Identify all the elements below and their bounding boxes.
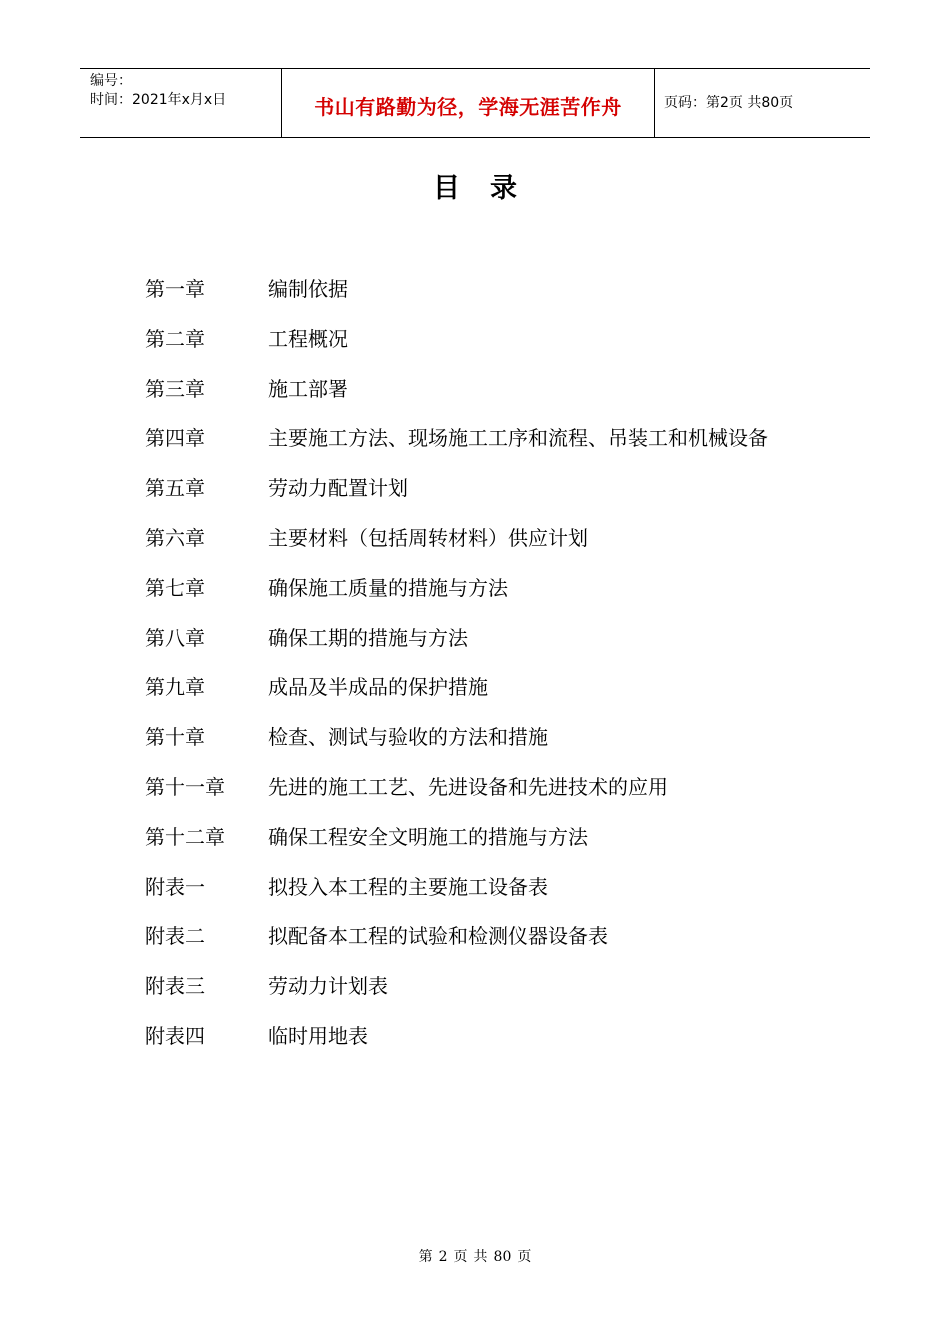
toc-chapter-title: 工程概况: [268, 326, 348, 351]
toc-chapter-label: 附表一: [145, 874, 205, 899]
toc-entry: [145, 564, 845, 614]
toc-entry: [145, 265, 845, 315]
toc-entry: [145, 614, 845, 664]
toc-chapter-title: 确保施工质量的措施与方法: [268, 575, 508, 600]
toc-entry: [145, 863, 845, 913]
toc-chapter-title: 先进的施工工艺、先进设备和先进技术的应用: [268, 774, 668, 799]
toc-chapter-title: 拟配备本工程的试验和检测仪器设备表: [268, 924, 608, 949]
toc-entry: [145, 315, 845, 365]
toc-entry: [145, 663, 845, 713]
toc-chapter-label: 附表二: [145, 924, 205, 949]
toc-chapter-title: 劳动力配置计划: [268, 476, 408, 501]
toc-entry: [145, 962, 845, 1012]
footer-page-number: 2: [438, 1249, 448, 1265]
toc-entry: [145, 414, 845, 464]
toc-chapter-label: 第七章: [145, 575, 205, 600]
toc-chapter-title: 成品及半成品的保护措施: [268, 675, 488, 700]
toc-chapter-label: 第二章: [145, 326, 205, 351]
toc-chapter-label: 第六章: [145, 525, 205, 550]
toc-chapter-label: 附表三: [145, 974, 205, 999]
toc-entry: [145, 763, 845, 813]
toc-entry: [145, 1012, 845, 1062]
header-motto-cell: [281, 69, 655, 137]
toc-entry: [145, 813, 845, 863]
toc-chapter-title: 主要材料（包括周转材料）供应计划: [268, 525, 588, 550]
toc-chapter-label: 第五章: [145, 476, 205, 501]
toc-chapter-label: 第四章: [145, 426, 205, 451]
header-page-cell: [655, 69, 870, 137]
toc-chapter-title: 主要施工方法、现场施工工序和流程、吊装工和机械设备: [268, 426, 768, 451]
page-title: 目录: [433, 173, 547, 204]
toc-chapter-title: 拟投入本工程的主要施工设备表: [268, 874, 548, 899]
footer-di: 第: [418, 1249, 433, 1265]
header-page-label: 页码：第2页 共80页: [664, 95, 794, 111]
toc-chapter-label: 第十章: [145, 725, 205, 750]
toc-chapter-title: 确保工期的措施与方法: [268, 625, 468, 650]
toc-chapter-label: 第三章: [145, 376, 205, 401]
toc-entry: [145, 912, 845, 962]
toc-chapter-label: 第一章: [145, 277, 205, 301]
toc-chapter-label: 第八章: [145, 625, 205, 650]
toc-entry: [145, 713, 845, 763]
toc-chapter-title: 编制依据: [268, 277, 348, 301]
page-footer: [0, 1246, 950, 1266]
footer-ye: 页: [453, 1249, 468, 1265]
header-info-cell: [80, 69, 281, 137]
toc-chapter-title: 临时用地表: [268, 1023, 368, 1048]
toc-chapter-label: 第十二章: [145, 824, 225, 849]
toc-entry: [145, 365, 845, 415]
footer-gong: 共: [473, 1249, 488, 1265]
toc-chapter-title: 劳动力计划表: [268, 974, 388, 999]
toc-entry: [145, 514, 845, 564]
toc-chapter-title: 检查、测试与验收的方法和措施: [268, 725, 548, 750]
toc-chapter-label: 附表四: [145, 1023, 205, 1048]
toc-chapter-title: 施工部署: [268, 376, 348, 401]
footer-ye2: 页: [517, 1249, 532, 1265]
toc-chapter-label: 第十一章: [145, 774, 225, 799]
page-header: [80, 68, 870, 138]
toc-chapter-title: 确保工程安全文明施工的措施与方法: [268, 824, 588, 849]
document-time-label: 时间：2021年x月x日: [90, 92, 227, 108]
toc-chapter-label: 第九章: [145, 675, 205, 700]
footer-total-pages: 80: [493, 1249, 512, 1265]
header-motto: 书山有路勤为径，学海无涯苦作舟: [314, 95, 622, 119]
table-of-contents: [145, 265, 845, 1062]
document-number-label: 编号：: [90, 73, 132, 89]
toc-entry: [145, 464, 845, 514]
